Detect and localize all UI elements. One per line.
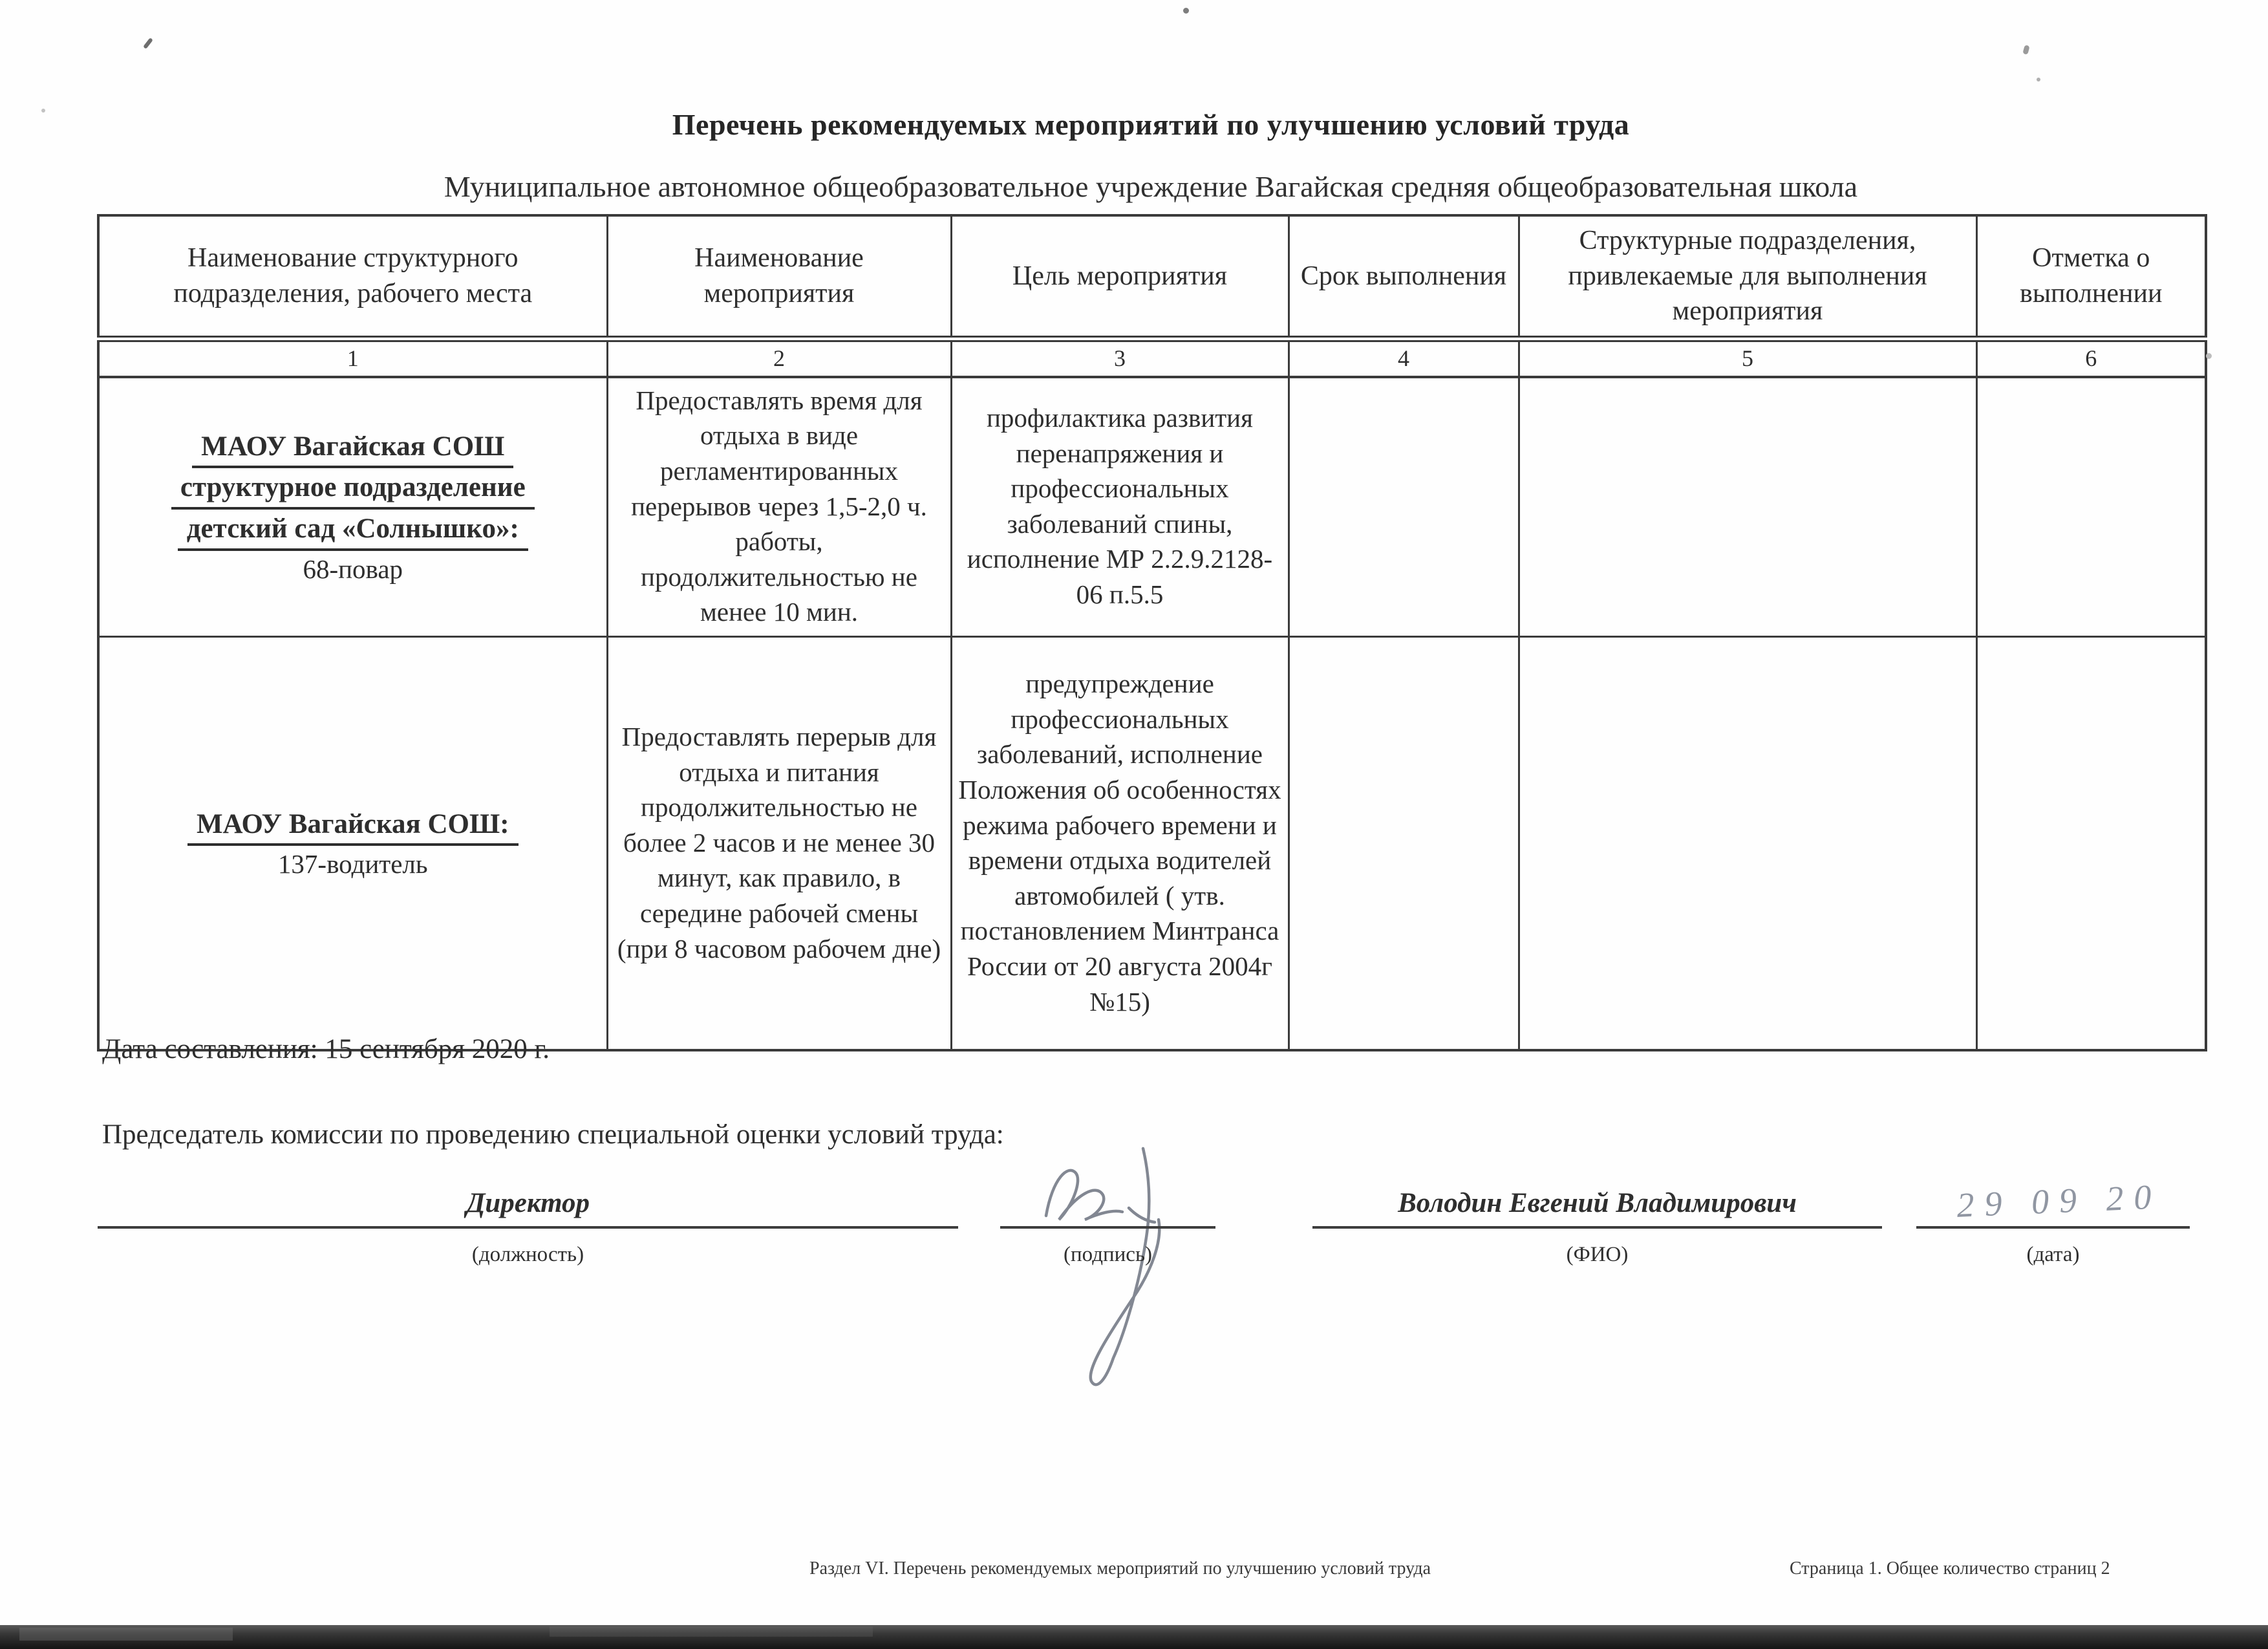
column-number: 5 <box>1519 339 1976 377</box>
header-deadline: Срок выполнения <box>1289 215 1519 339</box>
scan-artifact <box>2206 353 2212 359</box>
department-cell <box>98 377 607 637</box>
measures-table <box>97 214 2207 1051</box>
page-title: Перечень рекомендуемых мероприятий по улучшению условий труда <box>672 108 1630 141</box>
department-line: детский сад «Солнышко»: <box>178 510 528 551</box>
date-label: (дата) <box>2026 1243 2080 1266</box>
column-number: 3 <box>951 339 1289 377</box>
position-signature-line <box>98 1226 958 1229</box>
scanner-strip-segment <box>550 1626 873 1637</box>
footer-page-info: Страница 1. Общее количество страниц 2 <box>1790 1558 2110 1579</box>
completion-cell <box>1976 377 2206 637</box>
deadline-cell <box>1289 636 1519 1050</box>
scanner-edge-strip <box>0 1625 2268 1649</box>
composition-date: Дата составления: 15 сентября 2020 г. <box>102 1034 550 1064</box>
measure-cell <box>607 636 951 1050</box>
signature-line <box>1000 1226 1215 1229</box>
handwritten-date: 29 09 20 <box>1956 1177 2163 1225</box>
column-number: 6 <box>1976 339 2206 377</box>
table-row <box>98 636 2206 1050</box>
signature-label: (подпись) <box>1064 1243 1152 1266</box>
measure-cell <box>607 377 951 637</box>
position-label: (должность) <box>471 1243 584 1266</box>
scan-artifact <box>2037 78 2040 81</box>
department-cell <box>98 636 607 1050</box>
header-completion: Отметка о выполнении <box>1976 215 2206 339</box>
column-number: 1 <box>98 339 607 377</box>
scan-artifact <box>1183 8 1189 14</box>
measure-text: Предоставлять перерыв для отдыха и питания продолжительностью не более 2 часов и не менее 30 минут, как правило, в середине рабочей смены (при 8 часовом рабочем дне) <box>617 722 941 964</box>
column-number: 2 <box>607 339 951 377</box>
name-line <box>1312 1226 1882 1229</box>
completion-cell <box>1976 636 2206 1050</box>
column-number: 4 <box>1289 339 1519 377</box>
signature-handwriting <box>1034 1143 1215 1415</box>
name-value: Володин Евгений Владимирович <box>1398 1188 1797 1218</box>
scan-artifact <box>143 38 153 49</box>
workplace-label: 68-повар <box>303 554 403 584</box>
purpose-text: предупреждение профессиональных заболеваний, исполнение Положения об особенностях режима рабочего времени и времени отдыха водителей автомобилей ( утв. постановлением Минтранса России от 20 августа 2004г №15) <box>958 669 1281 1017</box>
name-label: (ФИО) <box>1566 1243 1629 1266</box>
column-number-row <box>98 339 2206 377</box>
chairman-title: Председатель комиссии по проведению специальной оценки условий труда: <box>102 1119 1004 1150</box>
purpose-cell <box>951 377 1289 637</box>
header-measure: Наименование мероприятия <box>607 215 951 339</box>
department-line: структурное подразделение <box>171 468 535 510</box>
table-row <box>98 377 2206 637</box>
position-value: Директор <box>466 1188 590 1218</box>
involved-cell <box>1519 636 1976 1050</box>
purpose-text: профилактика развития перенапряжения и профессиональных заболеваний спины, исполнение МР 2.2.9.2128-06 п.5.5 <box>967 403 1273 610</box>
scan-artifact <box>41 109 45 113</box>
table-header-row <box>98 215 2206 339</box>
header-involved: Структурные подразделения, привлекаемые для выполнения мероприятия <box>1519 215 1976 339</box>
footer-section-title: Раздел VI. Перечень рекомендуемых мероприятий по улучшению условий труда <box>809 1558 1431 1579</box>
scanner-strip-segment <box>19 1628 233 1641</box>
deadline-cell <box>1289 377 1519 637</box>
purpose-cell <box>951 636 1289 1050</box>
involved-cell <box>1519 377 1976 637</box>
measure-text: Предоставлять время для отдыха в виде регламентированных перерывов через 1,5-2,0 ч. работы, продолжительностью не менее 10 мин. <box>631 385 927 627</box>
department-line: МАОУ Вагайская СОШ <box>192 427 513 469</box>
header-purpose: Цель мероприятия <box>951 215 1289 339</box>
date-line-rule <box>1916 1226 2190 1229</box>
header-department: Наименование структурного подразделения, рабочего места <box>98 215 607 339</box>
organization-name: Муниципальное автономное общеобразовательное учреждение Вагайская средняя общеобразовательная школа <box>444 170 1858 203</box>
department-line: МАОУ Вагайская СОШ: <box>187 805 519 846</box>
scan-artifact <box>2022 45 2029 55</box>
workplace-label: 137-водитель <box>277 849 428 879</box>
